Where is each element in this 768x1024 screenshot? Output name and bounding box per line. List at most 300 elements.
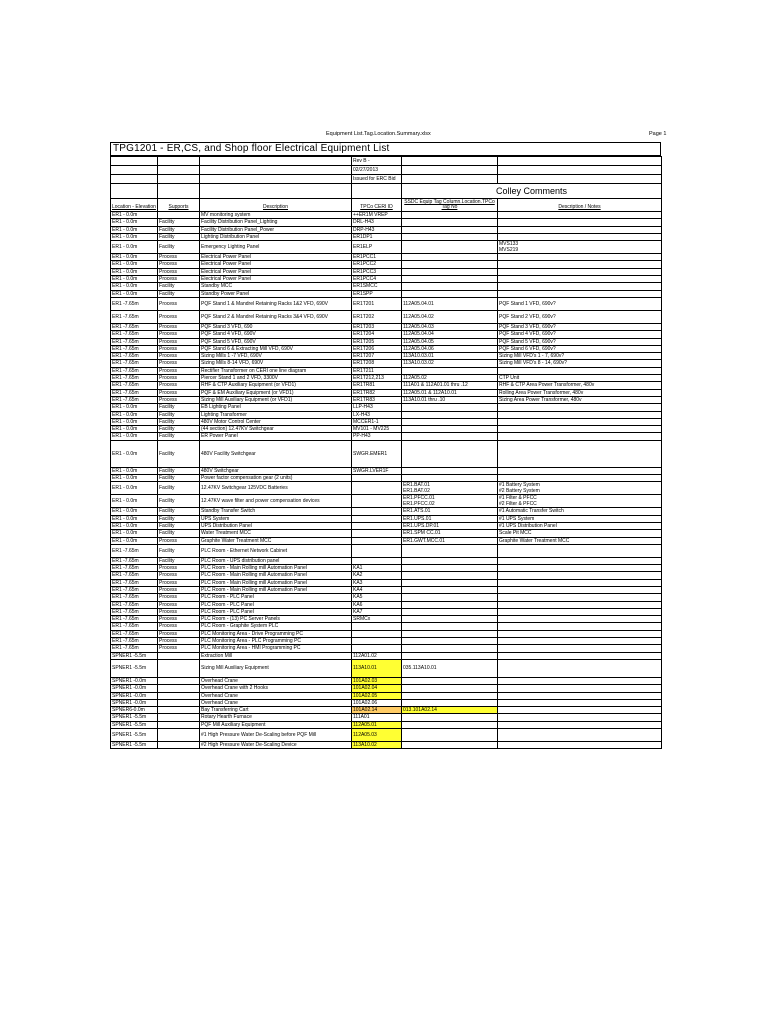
tpc-id-cell: ER1TR83	[352, 396, 402, 403]
tpc-id-cell: ER1T203	[352, 323, 402, 330]
supports-cell	[158, 721, 200, 728]
ssdc-tag-cell	[402, 426, 498, 433]
tpc-id-cell	[352, 482, 402, 495]
tpc-id-cell: ++ER1M VREP	[352, 212, 402, 219]
ssdc-tag-cell	[402, 616, 498, 623]
description-cell: #1 High Pressure Water De-Scaling before PQF Mill	[200, 729, 352, 742]
notes-cell: PQF Stand 2 VFD, 690v?	[498, 310, 662, 323]
header-tpc-id: TPCo CERI ID	[352, 199, 402, 212]
location-cell: ER1 -7.65m	[111, 557, 158, 564]
supports-cell	[158, 652, 200, 659]
location-cell: ER1 -7.65m	[111, 360, 158, 367]
description-cell: Sizing Mills 1 -7 VFD, 690V	[200, 353, 352, 360]
supports-cell: Process	[158, 565, 200, 572]
notes-cell	[498, 677, 662, 684]
description-cell: EB Lighting Panel	[200, 404, 352, 411]
description-cell: PLC Room - Main Rolling mill Automation Panel	[200, 586, 352, 593]
supports-cell: Process	[158, 367, 200, 374]
tpc-id-cell: ER1T211	[352, 367, 402, 374]
description-cell: Emergency Lighting Panel	[200, 241, 352, 254]
location-cell: ER1 - 0.0m	[111, 515, 158, 522]
location-cell: ER1 - 0.0m	[111, 241, 158, 254]
description-cell: ER Power Panel	[200, 433, 352, 440]
location-cell: ER1 -7.65m	[111, 608, 158, 615]
notes-cell	[498, 254, 662, 261]
supports-cell: Facility	[158, 411, 200, 418]
supports-cell: Process	[158, 338, 200, 345]
notes-cell: #1 Battery System #2 Battery System	[498, 482, 662, 495]
notes-cell	[498, 233, 662, 240]
supports-cell: Facility	[158, 241, 200, 254]
supports-cell: Process	[158, 616, 200, 623]
description-cell: PLC Room - (13) PC Server Panels	[200, 616, 352, 623]
notes-cell	[498, 623, 662, 630]
table-row	[111, 685, 662, 692]
ssdc-tag-cell	[402, 268, 498, 275]
notes-cell	[498, 544, 662, 557]
description-cell: Standby Power Panel	[200, 290, 352, 297]
location-cell: ER1 - 0.0m	[111, 418, 158, 425]
table-row	[111, 360, 662, 367]
description-cell: Graphite Water Treatment MCC	[200, 537, 352, 544]
ssdc-tag-cell	[402, 579, 498, 586]
supports-cell: Process	[158, 396, 200, 403]
ssdc-tag-cell	[402, 677, 498, 684]
table-row	[111, 652, 662, 659]
supports-cell: Process	[158, 323, 200, 330]
tpc-id-cell	[352, 638, 402, 645]
description-cell: PQF Stand 6 & Extracting Mill VFD, 690V	[200, 345, 352, 352]
description-cell: 12.47KV Switchgear 125VDC Batteries	[200, 482, 352, 495]
notes-cell	[498, 433, 662, 440]
supports-cell	[158, 212, 200, 219]
notes-cell: RHF & CTP Area Power Transformer, 480v	[498, 382, 662, 389]
description-cell: Bay Transferring Cart	[200, 707, 352, 714]
ssdc-tag-cell	[402, 645, 498, 652]
notes-cell: Sizing Area Power Transformer, 480v	[498, 396, 662, 403]
ssdc-tag-cell	[402, 544, 498, 557]
tpc-id-cell: 112A05.03	[352, 729, 402, 742]
supports-cell: Process	[158, 579, 200, 586]
description-cell: 480V Motor Control Center	[200, 418, 352, 425]
ssdc-tag-cell	[402, 557, 498, 564]
notes-cell	[498, 268, 662, 275]
location-cell: ER1 -7.65m	[111, 331, 158, 338]
ssdc-tag-cell	[402, 404, 498, 411]
description-cell: UPS System	[200, 515, 352, 522]
tpc-id-cell: 101A02.05	[352, 692, 402, 699]
location-cell: SPNER1 -5.5m	[111, 729, 158, 742]
ssdc-tag-cell	[402, 233, 498, 240]
supports-cell	[158, 729, 200, 742]
table-row	[111, 586, 662, 593]
supports-cell: Process	[158, 254, 200, 261]
table-row	[111, 345, 662, 352]
location-cell: ER1 - 0.0m	[111, 268, 158, 275]
header-description: Description	[200, 199, 352, 212]
ssdc-tag-cell: 113A10.03.01	[402, 353, 498, 360]
location-cell: ER1 - 0.0m	[111, 276, 158, 283]
notes-cell	[498, 418, 662, 425]
notes-cell	[498, 707, 662, 714]
table-row	[111, 338, 662, 345]
table-row	[111, 418, 662, 425]
ssdc-tag-cell: 013.101A02.14	[402, 707, 498, 714]
tpc-id-cell: 101A02.04	[352, 685, 402, 692]
description-cell: PQF & EM Auxiliary Equipment (or VFD1)	[200, 389, 352, 396]
description-cell: Piercer Stand 1 and 2 VFD, 3300V	[200, 375, 352, 382]
location-cell: ER1 -7.65m	[111, 630, 158, 637]
tpc-id-cell: KA3	[352, 579, 402, 586]
tpc-id-cell: ER1DP1	[352, 233, 402, 240]
table-row	[111, 707, 662, 714]
ssdc-tag-cell	[402, 572, 498, 579]
ssdc-tag-cell	[402, 433, 498, 440]
supports-cell: Process	[158, 608, 200, 615]
header-notes: Description / Notes	[498, 199, 662, 212]
location-cell: ER1 - 0.0m	[111, 254, 158, 261]
description-cell: Overhead Crane	[200, 677, 352, 684]
table-row	[111, 616, 662, 623]
description-cell: PLC Room - Main Rolling mill Automation Panel	[200, 565, 352, 572]
tpc-id-cell: LX-H43	[352, 411, 402, 418]
location-cell: ER1 - 0.0m	[111, 404, 158, 411]
description-cell: PQF Stand 5 VFD, 690V	[200, 338, 352, 345]
notes-cell	[498, 411, 662, 418]
table-row	[111, 515, 662, 522]
header-supports: Supports	[158, 199, 200, 212]
description-cell: PLC Room - PLC Panel	[200, 594, 352, 601]
ssdc-tag-cell	[402, 742, 498, 749]
location-cell: ER1 -7.65m	[111, 645, 158, 652]
table-row	[111, 630, 662, 637]
location-cell: ER1 -7.65m	[111, 297, 158, 310]
tpc-id-cell: KA4	[352, 586, 402, 593]
description-cell: (44 section) 12.47KV Switchgear	[200, 426, 352, 433]
description-cell: PLC Room - PLC Panel	[200, 601, 352, 608]
tpc-id-cell	[352, 645, 402, 652]
table-row	[111, 353, 662, 360]
table-row	[111, 310, 662, 323]
tpc-id-cell	[352, 630, 402, 637]
ssdc-tag-cell: ER1.UPS.DP.01	[402, 522, 498, 529]
notes-cell	[498, 475, 662, 482]
table-row	[111, 638, 662, 645]
supports-cell: Process	[158, 353, 200, 360]
location-cell: ER1 -7.65m	[111, 338, 158, 345]
tpc-id-cell: KA5	[352, 594, 402, 601]
supports-cell	[158, 714, 200, 721]
ssdc-tag-cell	[402, 729, 498, 742]
description-cell: Sizing Mill Auxiliary Equipment	[200, 659, 352, 677]
page-header	[0, 131, 768, 141]
location-cell: ER1 -7.65m	[111, 396, 158, 403]
ssdc-tag-cell	[402, 212, 498, 219]
table-row	[111, 645, 662, 652]
table-row	[111, 467, 662, 474]
table-row	[111, 233, 662, 240]
spreadsheet	[110, 142, 661, 749]
sheet-title: TPG1201 - ER,CS, and Shop floor Electrical Equipment List	[110, 142, 661, 156]
table-row	[111, 404, 662, 411]
description-cell: Facility Distribution Panel_Power	[200, 226, 352, 233]
supports-cell: Process	[158, 331, 200, 338]
notes-cell	[498, 742, 662, 749]
ssdc-tag-cell	[402, 411, 498, 418]
tpc-id-cell	[352, 530, 402, 537]
supports-cell: Facility	[158, 544, 200, 557]
table-row	[111, 426, 662, 433]
supports-cell	[158, 699, 200, 706]
table-row	[111, 572, 662, 579]
tpc-id-cell: ER1T204	[352, 331, 402, 338]
supports-cell: Facility	[158, 418, 200, 425]
description-cell: 480V Facility Switchgear	[200, 440, 352, 467]
location-cell: ER1 -7.65m	[111, 345, 158, 352]
ssdc-tag-cell	[402, 283, 498, 290]
description-cell: Electrical Power Panel	[200, 254, 352, 261]
notes-cell: Graphite Water Treatment MCC	[498, 537, 662, 544]
location-cell: SPNER1 -5.5m	[111, 659, 158, 677]
notes-cell	[498, 608, 662, 615]
location-cell: SPNER1 -0.0m	[111, 692, 158, 699]
notes-cell	[498, 729, 662, 742]
equipment-table	[110, 156, 662, 749]
notes-cell: PQF Stand 5 VFD, 690v?	[498, 338, 662, 345]
tpc-id-cell: ER1ELP	[352, 241, 402, 254]
location-cell: ER1 -7.65m	[111, 353, 158, 360]
description-cell: Water Treatment MCC	[200, 530, 352, 537]
description-cell: PLC Room - Ethernet Network Cabinet	[200, 544, 352, 557]
supports-cell: Process	[158, 297, 200, 310]
tpc-id-cell: 101A02.06	[352, 699, 402, 706]
description-cell: 12.47KV wave filter and power compensation devices	[200, 495, 352, 508]
notes-cell	[498, 226, 662, 233]
tpc-id-cell: KA1	[352, 565, 402, 572]
supports-cell: Process	[158, 537, 200, 544]
table-row	[111, 254, 662, 261]
description-cell: 480V Switchgear	[200, 467, 352, 474]
location-cell: ER1 -7.65m	[111, 579, 158, 586]
description-cell: Rotary Hearth Furnace	[200, 714, 352, 721]
tpc-id-cell: PP-H43	[352, 433, 402, 440]
notes-cell: Sizing Mill VFD's 1 - 7, 690v?	[498, 353, 662, 360]
description-cell: PLC Room - PLC Panel	[200, 608, 352, 615]
location-cell: SPNER1 -0.0m	[111, 685, 158, 692]
notes-cell	[498, 440, 662, 467]
supports-cell: Facility	[158, 440, 200, 467]
supports-cell	[158, 677, 200, 684]
ssdc-tag-cell	[402, 290, 498, 297]
notes-cell	[498, 404, 662, 411]
location-cell: ER1 - 0.0m	[111, 411, 158, 418]
ssdc-tag-cell: 112A05.01 & 112A10.01	[402, 389, 498, 396]
supports-cell	[158, 742, 200, 749]
description-cell: Overhead Crane with 2 Hooks	[200, 685, 352, 692]
supports-cell: Process	[158, 375, 200, 382]
description-cell: Facility Distribution Panel_Lighting	[200, 219, 352, 226]
notes-cell	[498, 586, 662, 593]
table-row	[111, 440, 662, 467]
supports-cell: Facility	[158, 508, 200, 515]
table-row	[111, 226, 662, 233]
location-cell: ER1 - 0.0m	[111, 522, 158, 529]
notes-cell	[498, 659, 662, 677]
notes-cell	[498, 426, 662, 433]
description-cell: Rectifier Transformer on CERI one line diagram	[200, 367, 352, 374]
location-cell: SPNER6-0.0m	[111, 707, 158, 714]
tpc-id-cell: 112A01.02	[352, 652, 402, 659]
notes-cell	[498, 630, 662, 637]
table-row	[111, 297, 662, 310]
supports-cell: Process	[158, 638, 200, 645]
description-cell: #2 High Pressure Water De-Scaling Device	[200, 742, 352, 749]
notes-cell	[498, 467, 662, 474]
description-cell: PLC Room - UPS distribution panel	[200, 557, 352, 564]
notes-cell: #1 UPS System	[498, 515, 662, 522]
supports-cell: Facility	[158, 557, 200, 564]
notes-cell	[498, 290, 662, 297]
description-cell: Sizing Mill Auxiliary Equipment (or VFD1)	[200, 396, 352, 403]
notes-cell: Sizing Mill VFD's 8 - 14, 690v?	[498, 360, 662, 367]
location-cell: ER1 -7.65m	[111, 594, 158, 601]
ssdc-tag-cell: ER1.BAT.01 ER1.BAT.02	[402, 482, 498, 495]
location-cell: ER1 -7.65m	[111, 323, 158, 330]
tpc-id-cell	[352, 475, 402, 482]
location-cell: ER1 - 0.0m	[111, 482, 158, 495]
notes-cell: PQF Stand 3 VFD, 690v?	[498, 323, 662, 330]
notes-cell	[498, 283, 662, 290]
ssdc-tag-cell	[402, 594, 498, 601]
description-cell: Overhead Crane	[200, 692, 352, 699]
table-row	[111, 677, 662, 684]
location-cell: SPNER1 -5.5m	[111, 652, 158, 659]
ssdc-tag-cell: 113A10.03.02	[402, 360, 498, 367]
table-row	[111, 522, 662, 529]
tpc-id-cell: ER1T208	[352, 360, 402, 367]
ssdc-tag-cell: ER1.UPS.01	[402, 515, 498, 522]
supports-cell: Process	[158, 572, 200, 579]
tpc-id-cell	[352, 495, 402, 508]
table-row	[111, 495, 662, 508]
table-row	[111, 331, 662, 338]
description-cell: Sizing Mills 8-14 VFD, 690V	[200, 360, 352, 367]
tpc-id-cell: 101A02.14	[352, 707, 402, 714]
ssdc-tag-cell	[402, 630, 498, 637]
table-row	[111, 537, 662, 544]
tpc-id-cell	[352, 544, 402, 557]
supports-cell: Process	[158, 645, 200, 652]
description-cell: Extraction Mill	[200, 652, 352, 659]
description-cell: Standby Transfer Switch	[200, 508, 352, 515]
ssdc-tag-cell: ER1.PFCC.01 ER1.PFCC.02	[402, 495, 498, 508]
location-cell: ER1 - 0.0m	[111, 226, 158, 233]
colley-comments-heading: Colley Comments	[402, 184, 662, 199]
table-row	[111, 482, 662, 495]
description-cell: PLC Monitoring Area - PLC Programming PC	[200, 638, 352, 645]
supports-cell: Facility	[158, 219, 200, 226]
notes-cell: PQF Stand 1 VFD, 690v?	[498, 297, 662, 310]
location-cell: ER1 - 0.0m	[111, 212, 158, 219]
notes-cell	[498, 594, 662, 601]
table-row	[111, 659, 662, 677]
tpc-id-cell: SWGR.EMER1	[352, 440, 402, 467]
location-cell: ER1 -7.65m	[111, 544, 158, 557]
tpc-id-cell: ER1T212,213	[352, 375, 402, 382]
rev-line: Rev B -	[352, 157, 402, 166]
tpc-id-cell: ER1SMCC	[352, 283, 402, 290]
ssdc-tag-cell	[402, 276, 498, 283]
supports-cell: Process	[158, 601, 200, 608]
tpc-id-cell: 113A10.01	[352, 659, 402, 677]
tpc-id-cell	[352, 623, 402, 630]
tpc-id-cell: SRMCx	[352, 616, 402, 623]
rev-status: Issued for ERC Bid	[352, 175, 402, 184]
description-cell: PLC Monitoring Area - Drive Programming PC	[200, 630, 352, 637]
description-cell: PLC Room - Main Rolling mill Automation Panel	[200, 572, 352, 579]
ssdc-tag-cell: 112A05.02	[402, 375, 498, 382]
supports-cell: Facility	[158, 482, 200, 495]
supports-cell	[158, 659, 200, 677]
location-cell: SPNER1 -5.5m	[111, 714, 158, 721]
location-cell: ER1 - 0.0m	[111, 475, 158, 482]
tpc-id-cell	[352, 515, 402, 522]
table-row	[111, 389, 662, 396]
table-row	[111, 594, 662, 601]
notes-cell	[498, 721, 662, 728]
location-cell: ER1 - 0.0m	[111, 233, 158, 240]
description-cell: Lighting Distribution Panel	[200, 233, 352, 240]
location-cell: ER1 - 0.0m	[111, 495, 158, 508]
location-cell: ER1 -7.65m	[111, 623, 158, 630]
table-row	[111, 729, 662, 742]
notes-cell: MVS133 MVS219	[498, 241, 662, 254]
ssdc-tag-cell	[402, 219, 498, 226]
table-row	[111, 508, 662, 515]
notes-cell	[498, 652, 662, 659]
ssdc-tag-cell	[402, 261, 498, 268]
tpc-id-cell: ER1PCC2	[352, 261, 402, 268]
tpc-id-cell: KA6	[352, 601, 402, 608]
supports-cell: Facility	[158, 404, 200, 411]
table-row	[111, 283, 662, 290]
file-name: Equipment List.Tag.Location.Summary.xlsx	[326, 131, 431, 137]
description-cell: PQF Stand 2 & Mandrel Retaining Racks 3&4 VFD, 690V	[200, 310, 352, 323]
location-cell: ER1 - 0.0m	[111, 219, 158, 226]
ssdc-tag-cell	[402, 699, 498, 706]
notes-cell: #1 UPS Distribution Panel	[498, 522, 662, 529]
supports-cell: Facility	[158, 530, 200, 537]
supports-cell: Facility	[158, 522, 200, 529]
ssdc-tag-cell: ER1.ATS.01	[402, 508, 498, 515]
notes-cell	[498, 557, 662, 564]
tpc-id-cell: DRL-H43	[352, 219, 402, 226]
description-cell: Electrical Power Panel	[200, 276, 352, 283]
supports-cell: Facility	[158, 226, 200, 233]
ssdc-tag-cell: 035.113A10.01	[402, 659, 498, 677]
ssdc-tag-cell	[402, 623, 498, 630]
description-cell: Electrical Power Panel	[200, 268, 352, 275]
location-cell: SPNER1 -0.0m	[111, 677, 158, 684]
location-cell: ER1 -7.65m	[111, 601, 158, 608]
description-cell: Electrical Power Panel	[200, 261, 352, 268]
table-row	[111, 323, 662, 330]
tpc-id-cell: ER1T206	[352, 345, 402, 352]
tpc-id-cell: ER1SPP	[352, 290, 402, 297]
supports-cell: Facility	[158, 283, 200, 290]
supports-cell: Process	[158, 360, 200, 367]
location-cell: ER1 -7.65m	[111, 375, 158, 382]
